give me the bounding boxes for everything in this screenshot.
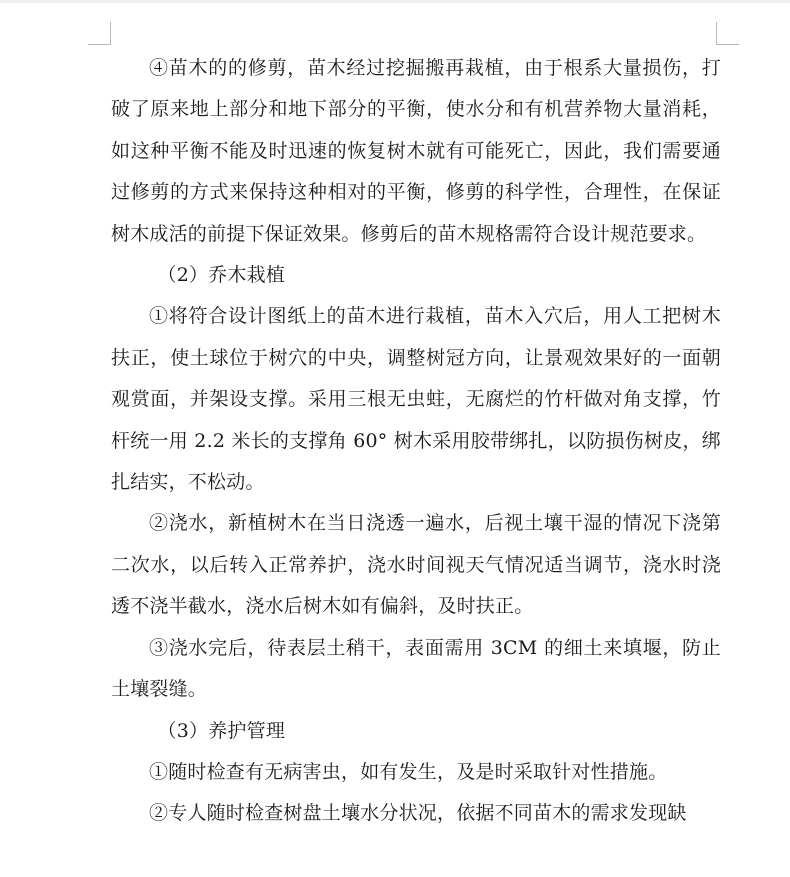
heading-tree-planting: （2）乔木栽植 — [157, 264, 286, 287]
heading-maintenance: （3）养护管理 — [157, 719, 286, 742]
paragraph-planting: ①将符合设计图纸上的苗木进行栽植，苗木入穴后，用人工把树木扶正，使土球位于树穴的中央，调整树冠方向，让景观效果好的一面朝观赏面，并架设支撑。采用三根无虫蛀，无腐烂的竹杆做对角支撑，竹杆统一用 2.2 米长的支撑角 60° 树木采用胶带绑扎，以防损伤树皮，绑扎结实，不松动。 — [111, 305, 721, 494]
paragraph-watering: ②浇水，新植树木在当日浇透一遍水，后视土壤干湿的情况下浇第二次水，以后转入正常养护，浇水时间视天气情况适当调节，浇水时浇透不浇半截水，浇水后树木如有偏斜，及时扶正。 — [111, 512, 721, 618]
paragraph-soil-moisture: ②专人随时检查树盘土壤水分状况，依据不同苗木的需求发现缺 — [149, 802, 687, 825]
window-top-edge — [0, 0, 790, 3]
document-body[interactable] — [111, 48, 721, 835]
margin-marker-top-left — [88, 22, 111, 45]
paragraph-pruning: ④苗木的的修剪，苗木经过挖掘搬再栽植，由于根系大量损伤，打破了原来地上部分和地下部分的平衡，使水分和有机营养物大量消耗，如这种平衡不能及时迅速的恢复树木就有可能死亡，因此，我们需要通过修剪的方式来保持这种相对的平衡，修剪的科学性，合理性，在保证树木成活的前提下保证效果。修剪后的苗木规格需符合设计规范要求。 — [111, 57, 721, 245]
paragraph-backfill: ③浇水完后，待表层土稍干，表面需用 3CM 的细土来填堰，防止土壤裂缝。 — [111, 636, 721, 701]
paragraph-pest-check: ①随时检查有无病害虫，如有发生，及是时采取针对性措施。 — [149, 760, 668, 783]
margin-marker-top-right — [716, 22, 739, 45]
